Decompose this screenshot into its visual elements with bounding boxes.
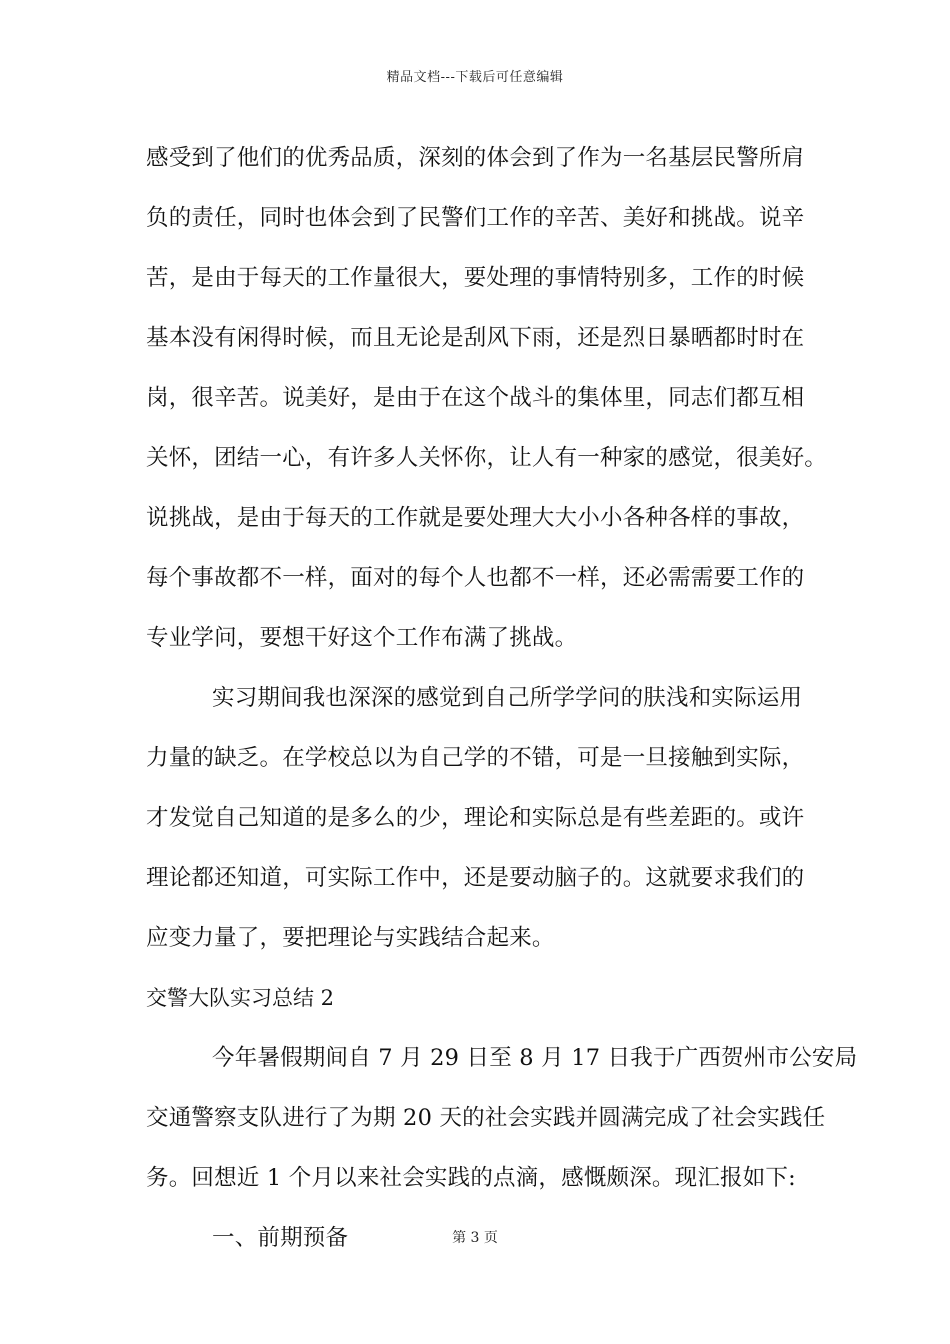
page-header: 精品文档---下载后可任意编辑 (386, 70, 564, 85)
paragraph-line: 理论都还知道，可实际工作中，还是要动脑子的。这就要求我们的 (146, 865, 805, 891)
paragraph-line: 专业学问，要想干好这个工作布满了挑战。 (146, 625, 578, 651)
paragraph-line: 务。回想近 1 个月以来社会实践的点滴，感慨颇深。现汇报如下: (146, 1165, 796, 1191)
page-number: 第 3 页 (452, 1230, 498, 1246)
paragraph-line: 实习期间我也深深的感觉到自己所学学问的肤浅和实际运用 (212, 685, 803, 711)
document-body (146, 128, 858, 1268)
paragraph-line: 关怀，团结一心，有许多人关怀你，让人有一种家的感觉，很美好。 (146, 445, 828, 471)
paragraph-line: 交通警察支队进行了为期 20 天的社会实践并圆满完成了社会实践任 (146, 1105, 826, 1131)
paragraph-line: 每个事故都不一样，面对的每个人也都不一样，还必需需要工作的 (146, 565, 805, 591)
paragraph-line: 今年暑假期间自 7 月 29 日至 8 月 17 日我于广西贺州市公安局 (212, 1045, 858, 1071)
section-title: 交警大队实习总结 2 (146, 986, 335, 1010)
paragraph-line: 负的责任，同时也体会到了民警们工作的辛苦、美好和挑战。说辛 (146, 205, 805, 231)
paragraph-line: 基本没有闲得时候，而且无论是刮风下雨，还是烈日暴晒都时时在 (146, 325, 805, 351)
paragraph-line: 才发觉自己知道的是多么的少，理论和实际总是有些差距的。或许 (146, 805, 805, 831)
subsection-title: 一、前期预备 (212, 1225, 349, 1251)
paragraph-line: 岗，很辛苦。说美好，是由于在这个战斗的集体里，同志们都互相 (146, 385, 805, 411)
paragraph-line: 应变力量了，要把理论与实践结合起来。 (146, 925, 555, 951)
paragraph-line: 感受到了他们的优秀品质，深刻的体会到了作为一名基层民警所肩 (146, 145, 805, 171)
paragraph-line: 说挑战，是由于每天的工作就是要处理大大小小各种各样的事故， (146, 505, 805, 531)
paragraph-line: 力量的缺乏。在学校总以为自己学的不错，可是一旦接触到实际， (146, 745, 805, 771)
paragraph-line: 苦，是由于每天的工作量很大，要处理的事情特别多，工作的时候 (146, 265, 805, 291)
